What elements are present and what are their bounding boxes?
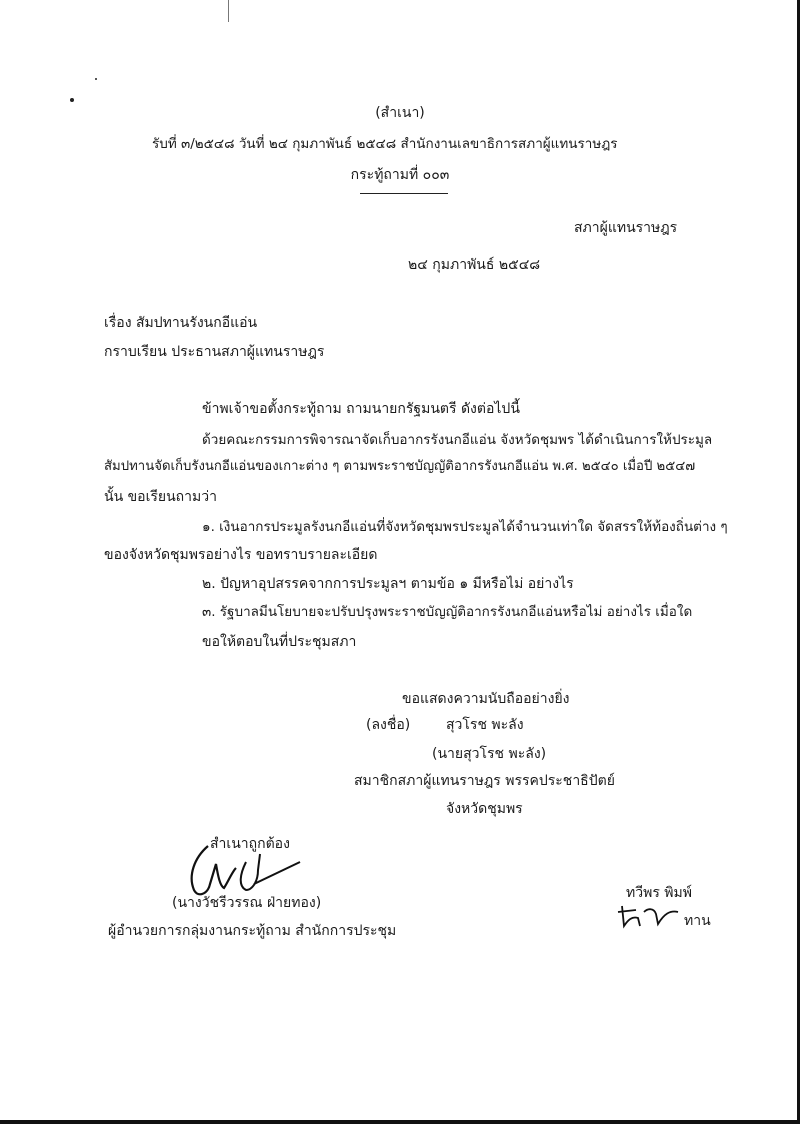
closing-request: ขอให้ตอบในที่ประชุมสภา (202, 634, 357, 650)
paragraph-line: นั้น ขอเรียนถามว่า (104, 489, 217, 505)
certifier-title: ผู้อำนวยการกลุ่มงานกระทู้ถาม สำนักการประชุม (108, 923, 397, 939)
question-number: กระทู้ถามที่ ๐๐๓ (350, 167, 450, 183)
certifier-name: (นางวัชรีวรรณ ฝ่ายทอง) (172, 895, 322, 911)
received-line: รับที่ ๓/๒๕๔๘ วันที่ ๒๔ กุมภาพันธ์ ๒๕๔๘ สำนักงานเลขาธิการสภาผู้แทนราษฎร (152, 136, 618, 152)
signer-position: สมาชิกสภาผู้แทนราษฎร พรรคประชาธิปัตย์ (354, 773, 615, 789)
paragraph-line: สัมปทานจัดเก็บรังนกอีแอ่นของเกาะต่าง ๆ ตามพระราชบัญญัติอากรรังนกอีแอ่น พ.ศ. ๒๕๔๐ เมื่อปี ๒๕๔๗ (104, 459, 696, 474)
question-item-continued: ของจังหวัดชุมพรอย่างไร ขอทราบรายละเอียด (104, 547, 378, 563)
scan-edge-bottom (0, 1120, 800, 1124)
checked-by: ทาน (684, 913, 711, 929)
scan-speck (95, 78, 97, 80)
salutation: กราบเรียน ประธานสภาผู้แทนราษฎร (104, 344, 325, 360)
subject-line: เรื่อง สัมปทานรังนกอีแอ่น (104, 315, 258, 331)
signed-name: สุวโรช พะลัง (446, 717, 524, 733)
header-rule (360, 193, 448, 194)
signer-province: จังหวัดชุมพร (446, 801, 523, 817)
checker-initials (614, 902, 684, 932)
intro-line: ข้าพเจ้าขอตั้งกระทู้ถาม ถามนายกรัฐมนตรี ดังต่อไปนี้ (202, 401, 520, 417)
regards: ขอแสดงความนับถืออย่างยิ่ง (402, 691, 570, 707)
question-item: ๑. เงินอากรประมูลรังนกอีแอ่นที่จังหวัดชุมพรประมูลได้จำนวนเท่าใด จัดสรรให้ท้องถิ่นต่าง ๆ (202, 519, 728, 535)
certifier-signature (180, 840, 320, 900)
question-item: ๒. ปัญหาอุปสรรคจากการประมูลฯ ตามข้อ ๑ มีหรือไม่ อย่างไร (202, 576, 574, 592)
fold-mark (228, 0, 229, 22)
question-item: ๓. รัฐบาลมีนโยบายจะปรับปรุงพระราชบัญญัติอากรรังนกอีแอ่นหรือไม่ อย่างไร เมื่อใด (202, 604, 693, 620)
scan-speck (70, 98, 74, 102)
paragraph-line: ด้วยคณะกรรมการพิจารณาจัดเก็บอากรรังนกอีแอ่น จังหวัดชุมพร ได้ดำเนินการให้ประมูล (202, 432, 713, 448)
document-date: ๒๔ กุมภาพันธ์ ๒๕๔๘ (408, 257, 541, 273)
signer-full-name: (นายสุวโรช พะลัง) (432, 746, 547, 762)
certified-copy-label: สำเนาถูกต้อง (210, 836, 290, 852)
office-name: สภาผู้แทนราษฎร (574, 220, 678, 236)
signed-label: (ลงชื่อ) (366, 717, 411, 733)
typed-by: ทวีพร พิมพ์ (626, 885, 692, 901)
copy-label: (สำเนา) (375, 105, 425, 121)
